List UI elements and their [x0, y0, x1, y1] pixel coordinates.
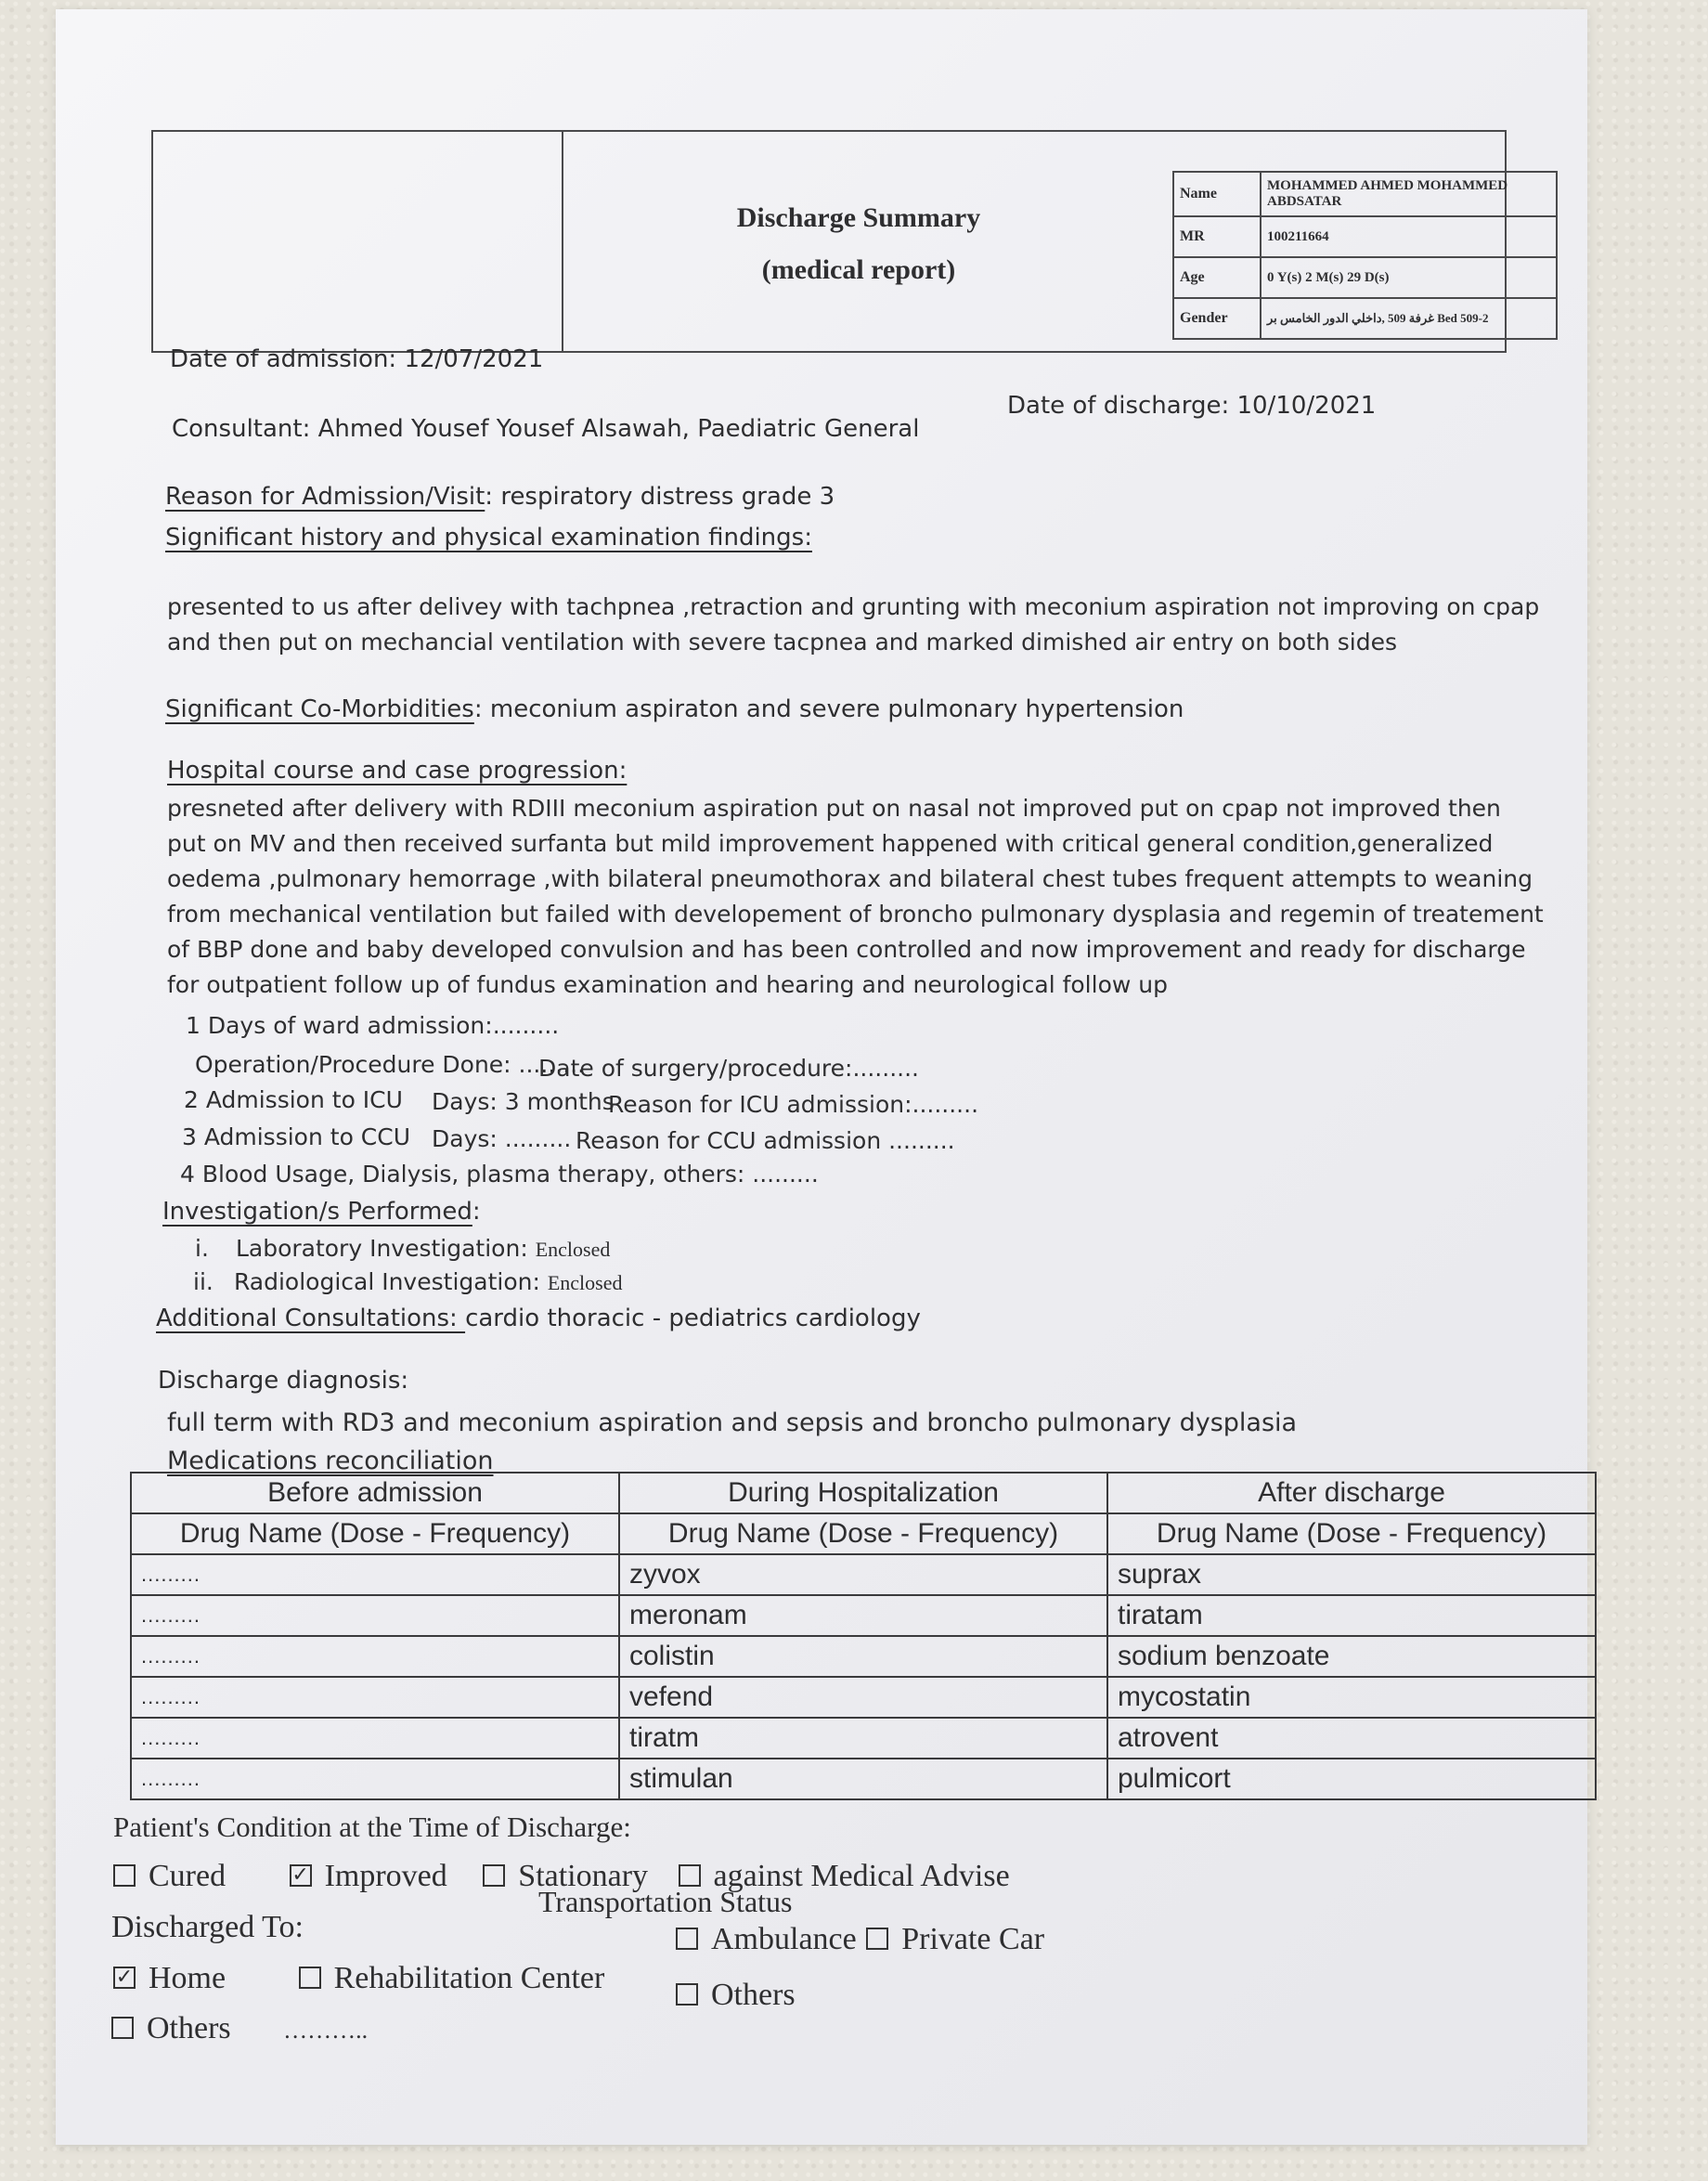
radiological-investigation	[193, 1266, 623, 1299]
table-cell: .........	[131, 1718, 619, 1759]
discharge-diagnosis-value: full term with RD3 and meconium aspiration and sepsis and broncho pulmonary dysplasia	[167, 1409, 1298, 1437]
option-label: Others	[711, 1978, 796, 2012]
title-line-1: Discharge Summary	[736, 202, 981, 233]
title-line-2: (medical report)	[761, 254, 956, 285]
rad-value: Enclosed	[547, 1271, 623, 1294]
history-text	[167, 590, 1615, 660]
table-cell: stimulan	[619, 1759, 1107, 1799]
table-cell: .........	[131, 1636, 619, 1677]
icu-reason: Reason for ICU admission:.........	[608, 1091, 979, 1118]
checkbox-ambulance[interactable]	[676, 1928, 698, 1950]
course-line: of BBP done and baby developed convulsion and has been controlled and now improvement and ready for discharge	[167, 936, 1526, 963]
option-label: Stationary	[518, 1859, 649, 1893]
table-row	[131, 1554, 1596, 1595]
table-cell: .........	[131, 1677, 619, 1718]
table-row	[131, 1677, 1596, 1718]
info-row-name	[1173, 172, 1557, 216]
table-cell: tiratm	[619, 1718, 1107, 1759]
option-rehab[interactable]	[299, 1961, 605, 1995]
course-line: from mechanical ventilation but failed with developement of broncho pulmonary dysplasia and regemin of treatement	[167, 901, 1544, 928]
surgery-date: Date of surgery/procedure:.........	[538, 1055, 919, 1082]
table-row	[131, 1759, 1596, 1799]
option-cured[interactable]	[113, 1859, 226, 1893]
lab-investigation	[195, 1233, 610, 1266]
check-mark-icon: ✓	[291, 1863, 309, 1887]
column-subheader: Drug Name (Dose - Frequency)	[131, 1513, 619, 1554]
table-cell: atrovent	[1107, 1718, 1596, 1759]
option-label: Private Car	[901, 1922, 1045, 1956]
document-title	[654, 192, 1063, 296]
investigations-heading	[162, 1196, 481, 1227]
info-key: Gender	[1173, 298, 1261, 339]
condition-heading: Patient's Condition at the Time of Discharge:	[113, 1811, 631, 1843]
checkbox-transport-others[interactable]	[676, 1983, 698, 2006]
course-line: for outpatient follow up of fundus examination and hearing and neurological follow up	[167, 971, 1168, 998]
medications-heading: Medications reconciliation	[167, 1447, 494, 1475]
document-page	[56, 9, 1587, 2145]
checkbox-rehab[interactable]	[299, 1967, 321, 1989]
ccu-reason: Reason for CCU admission .........	[576, 1127, 955, 1154]
transport-others[interactable]	[676, 1978, 796, 2013]
lab-label: Laboratory Investigation:	[235, 1235, 528, 1262]
option-home[interactable]	[113, 1961, 226, 1995]
checkbox-stationary[interactable]	[483, 1864, 505, 1887]
rad-label: Radiological Investigation:	[233, 1268, 540, 1295]
discharge-diagnosis-label: Discharge diagnosis:	[158, 1367, 409, 1395]
course-text	[167, 791, 1615, 1003]
option-label: Cured	[149, 1859, 226, 1893]
medications-table	[130, 1472, 1597, 1800]
rad-number: ii.	[193, 1268, 214, 1295]
info-value: غرفة 509 ,داخلي الدور الخامس بر Bed 509-2	[1261, 298, 1557, 339]
option-label: Improved	[324, 1859, 447, 1893]
admission-date: Date of admission: 12/07/2021	[170, 345, 544, 373]
ccu-days: Days: .........	[432, 1125, 572, 1152]
checkbox-cured[interactable]	[113, 1864, 136, 1887]
info-value: 100211664	[1261, 216, 1557, 257]
operation-done: Operation/Procedure Done: .........	[195, 1051, 586, 1078]
lab-number: i.	[195, 1235, 209, 1262]
table-cell: zyvox	[619, 1554, 1107, 1595]
discharged-to-others[interactable]	[111, 2011, 368, 2046]
checkbox-private-car[interactable]	[866, 1928, 888, 1950]
ward-admission: 1 Days of ward admission:.........	[186, 1012, 560, 1039]
investigations-colon: :	[472, 1198, 481, 1226]
medications-subheader-row	[131, 1513, 1596, 1554]
info-key: Age	[1173, 257, 1261, 298]
info-value: 0 Y(s) 2 M(s) 29 D(s)	[1261, 257, 1557, 298]
option-private-car[interactable]	[866, 1922, 1044, 1956]
option-label: Home	[149, 1961, 226, 1995]
comorbidities-value: : meconium aspiraton and severe pulmonary hypertension	[473, 695, 1184, 723]
table-cell: colistin	[619, 1636, 1107, 1677]
info-key: Name	[1173, 172, 1261, 216]
discharged-to-label: Discharged To:	[111, 1910, 304, 1944]
column-subheader: Drug Name (Dose - Frequency)	[619, 1513, 1107, 1554]
table-row	[131, 1718, 1596, 1759]
option-ambulance[interactable]	[676, 1922, 857, 1956]
check-mark-icon: ✓	[115, 1965, 134, 1989]
course-line: oedema ,pulmonary hemorrage ,with bilateral pneumothorax and bilateral chest tubes frequent attempts to weaning	[167, 865, 1533, 892]
table-cell: pulmicort	[1107, 1759, 1596, 1799]
table-cell: .........	[131, 1759, 619, 1799]
course-line: put on MV and then received surfanta but mild improvement happened with critical general condition,generalized	[167, 830, 1494, 857]
info-key: MR	[1173, 216, 1261, 257]
reason-value: : respiratory distress grade 3	[485, 483, 835, 511]
option-improved[interactable]	[290, 1859, 447, 1893]
history-heading: Significant history and physical examination findings:	[165, 524, 812, 552]
discharge-date: Date of discharge: 10/10/2021	[1007, 392, 1377, 420]
table-row	[131, 1636, 1596, 1677]
table-cell: .........	[131, 1554, 619, 1595]
blood-usage: 4 Blood Usage, Dialysis, plasma therapy, others: .........	[180, 1161, 819, 1188]
option-label: against Medical Advise	[713, 1859, 1010, 1893]
transport-options	[676, 1922, 1044, 1957]
lab-value: Enclosed	[535, 1238, 611, 1261]
investigations-label: Investigation/s Performed	[162, 1198, 472, 1226]
table-cell: meronam	[619, 1595, 1107, 1636]
history-line: and then put on mechancial ventilation with severe tacpnea and marked dimished air entry on both sides	[167, 629, 1397, 656]
column-subheader: Drug Name (Dose - Frequency)	[1107, 1513, 1596, 1554]
consultations-value: cardio thoracic - pediatrics cardiology	[465, 1305, 921, 1332]
reason-label: Reason for Admission/Visit	[165, 483, 485, 511]
info-row-age	[1173, 257, 1557, 298]
table-cell: vefend	[619, 1677, 1107, 1718]
course-line: presneted after delivery with RDIII meconium aspiration put on nasal not improved put on cpap not improved then	[167, 795, 1501, 822]
consultations-label: Additional Consultations:	[156, 1305, 466, 1332]
patient-info-table	[1172, 171, 1558, 340]
column-header: During Hospitalization	[619, 1473, 1107, 1513]
checkbox-against-advise[interactable]	[679, 1864, 701, 1887]
column-header: After discharge	[1107, 1473, 1596, 1513]
icu-admission: 2 Admission to ICU	[184, 1086, 403, 1113]
consultant: Consultant: Ahmed Yousef Yousef Alsawah, Paediatric General	[172, 415, 920, 443]
option-label: Others	[147, 2011, 231, 2045]
transport-label: Transportation Status	[538, 1885, 793, 1918]
info-value: MOHAMMED AHMED MOHAMMED ABDSATAR	[1261, 172, 1557, 216]
table-cell: sodium benzoate	[1107, 1636, 1596, 1677]
checkbox-improved[interactable]	[290, 1864, 312, 1887]
ccu-admission: 3 Admission to CCU	[182, 1123, 411, 1150]
comorbidities	[165, 694, 1184, 725]
table-row	[131, 1595, 1596, 1636]
additional-consultations	[156, 1303, 921, 1334]
history-line: presented to us after delivey with tachpnea ,retraction and grunting with meconium aspiration not improving on cpap	[167, 593, 1540, 620]
course-heading: Hospital course and case progression:	[167, 757, 628, 785]
table-cell: tiratam	[1107, 1595, 1596, 1636]
medications-header-row	[131, 1473, 1596, 1513]
others-dots: ………..	[283, 2017, 369, 2044]
discharged-to-options	[113, 1961, 604, 1996]
header-table	[151, 130, 1507, 353]
checkbox-discharged-others[interactable]	[111, 2017, 134, 2039]
reason-for-admission	[165, 481, 835, 513]
table-cell: .........	[131, 1595, 619, 1636]
info-row-gender	[1173, 298, 1557, 339]
option-label: Ambulance	[711, 1922, 857, 1956]
option-label: Rehabilitation Center	[333, 1961, 605, 1995]
icu-days: Days: 3 months	[432, 1088, 615, 1115]
column-header: Before admission	[131, 1473, 619, 1513]
table-cell: suprax	[1107, 1554, 1596, 1595]
table-cell: mycostatin	[1107, 1677, 1596, 1718]
comorbidities-label: Significant Co-Morbidities	[165, 695, 474, 723]
header-divider	[562, 132, 563, 351]
info-row-mr	[1173, 216, 1557, 257]
checkbox-home[interactable]	[113, 1967, 136, 1989]
